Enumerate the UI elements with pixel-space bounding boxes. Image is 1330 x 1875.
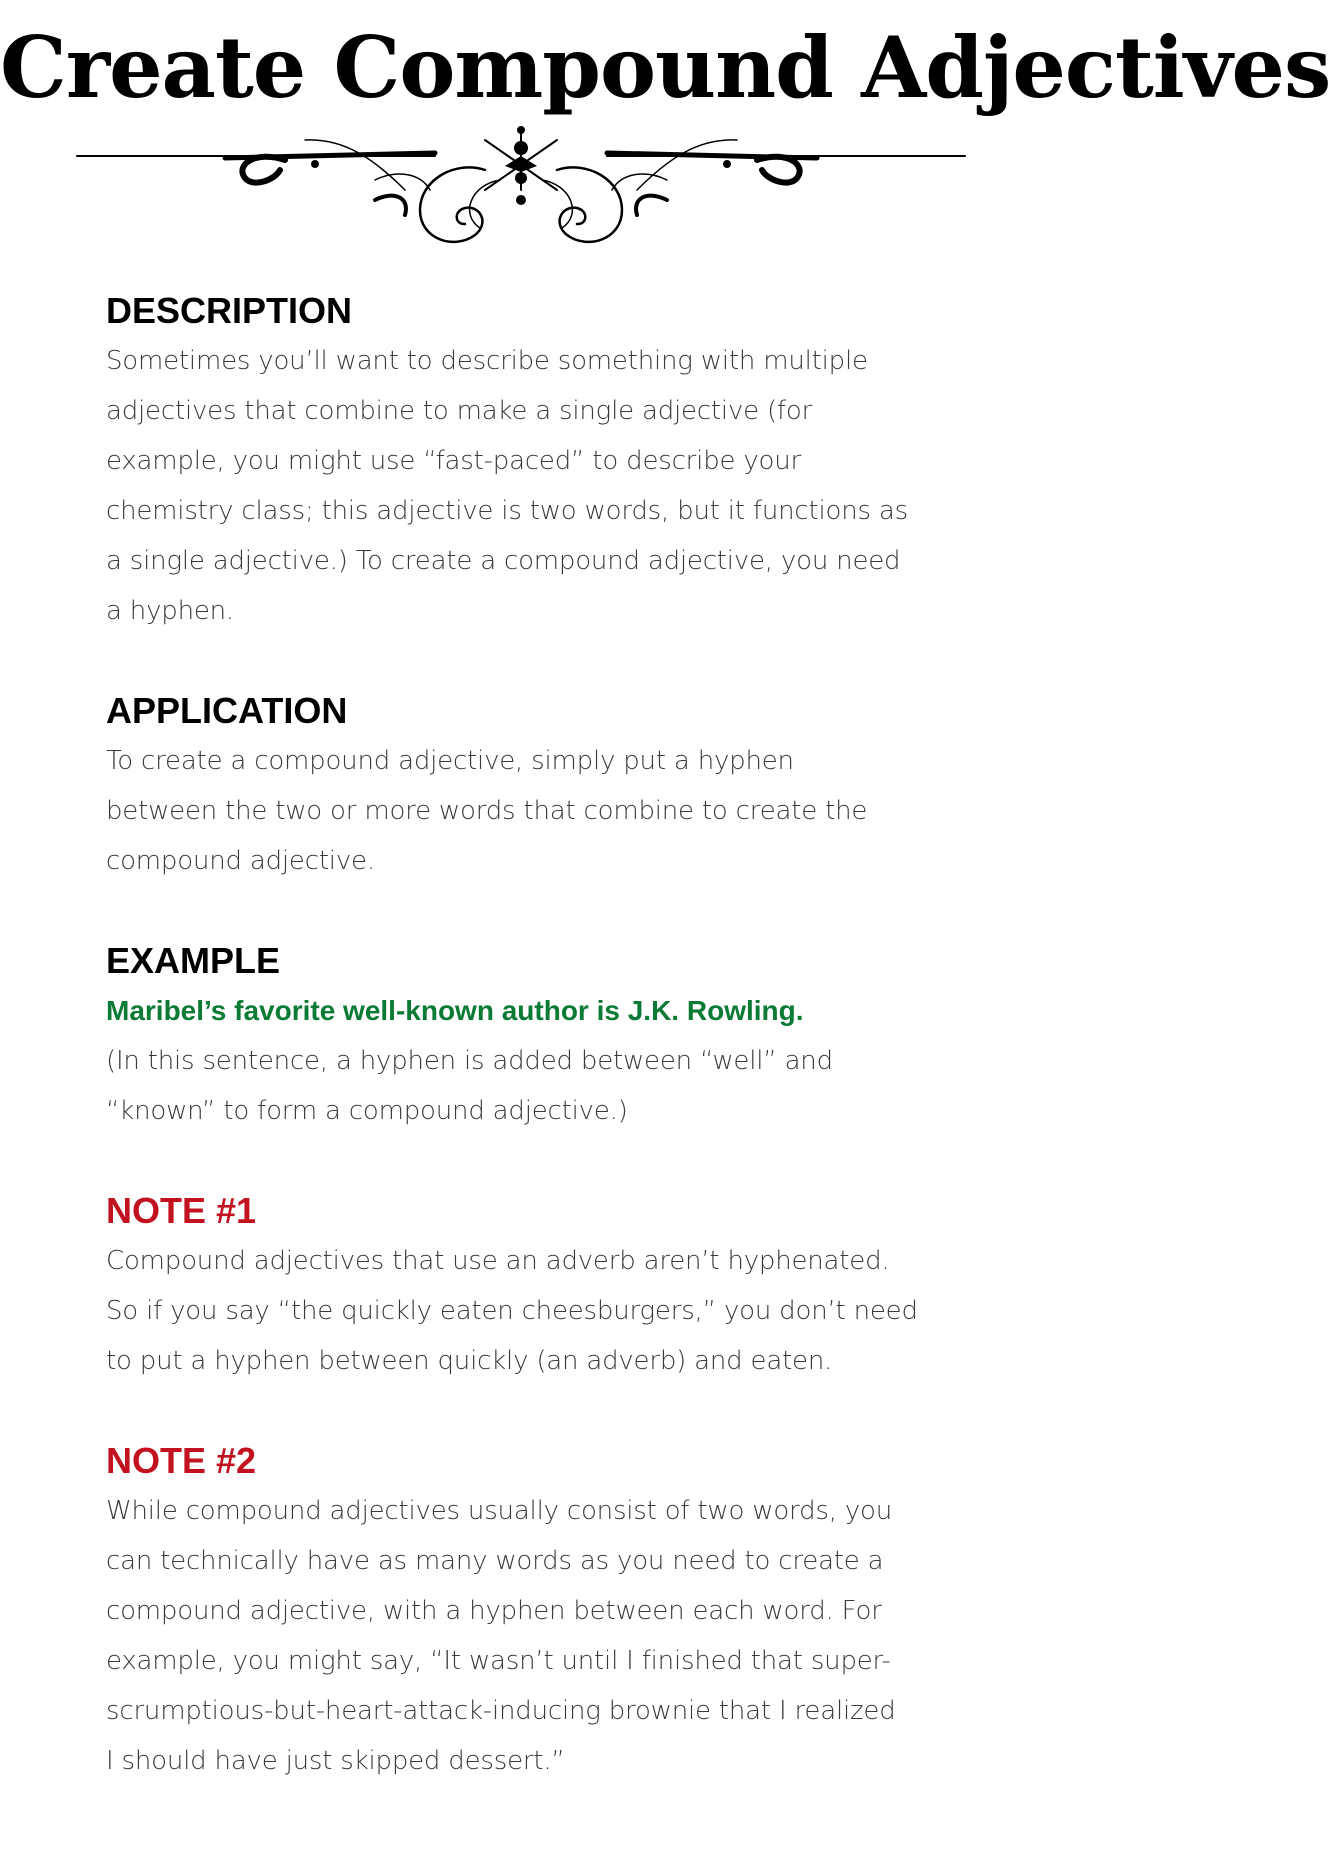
flourish-divider-icon (75, 120, 967, 260)
note1-line: So if you say “the quickly eaten cheesburgers,” you don’t need (106, 1296, 918, 1326)
example-line: “known” to form a compound adjective.) (106, 1096, 628, 1126)
description-heading: DESCRIPTION (106, 290, 353, 331)
description-line: a single adjective.) To create a compound adjective, you need (106, 546, 901, 576)
note2-line: scrumptious-but-heart-attack-inducing brownie that I realized (106, 1696, 896, 1726)
note1-section (106, 1186, 936, 1386)
section-spacer (106, 636, 936, 686)
description-line: chemistry class; this adjective is two words, but it functions as (106, 496, 908, 526)
note1-heading: NOTE #1 (106, 1190, 257, 1231)
note2-line: compound adjective, with a hyphen between each word. For (106, 1596, 882, 1626)
section-spacer (106, 886, 936, 936)
application-line: To create a compound adjective, simply put a hyphen (106, 746, 794, 776)
note2-line: I should have just skipped dessert.” (106, 1746, 565, 1776)
application-line: between the two or more words that combine to create the (106, 796, 868, 826)
application-heading: APPLICATION (106, 690, 348, 731)
note2-section (106, 1436, 936, 1786)
application-line: compound adjective. (106, 846, 375, 876)
section-spacer (106, 1386, 936, 1436)
note1-line: to put a hyphen between quickly (an adverb) and eaten. (106, 1346, 833, 1376)
note2-line: can technically have as many words as you need to create a (106, 1546, 884, 1576)
note2-line: example, you might say, “It wasn’t until I finished that super- (106, 1646, 891, 1676)
example-line: (In this sentence, a hyphen is added between “well” and (106, 1046, 833, 1076)
example-sentence: Maribel’s favorite well-known author is J.K. Rowling. (106, 995, 804, 1026)
content (106, 286, 936, 1786)
section-spacer (106, 1136, 936, 1186)
page-title: Create Compound Adjectives (0, 18, 1330, 117)
description-line: Sometimes you’ll want to describe something with multiple (106, 346, 868, 376)
description-section (106, 286, 936, 636)
application-section (106, 686, 936, 886)
note2-line: While compound adjectives usually consist of two words, you (106, 1496, 893, 1526)
note1-line: Compound adjectives that use an adverb aren’t hyphenated. (106, 1246, 890, 1276)
description-line: adjectives that combine to make a single adjective (for (106, 396, 813, 426)
description-line: example, you might use “fast-paced” to describe your (106, 446, 802, 476)
example-section (106, 936, 936, 1136)
note2-heading: NOTE #2 (106, 1440, 257, 1481)
description-line: a hyphen. (106, 596, 234, 626)
example-heading: EXAMPLE (106, 940, 281, 981)
